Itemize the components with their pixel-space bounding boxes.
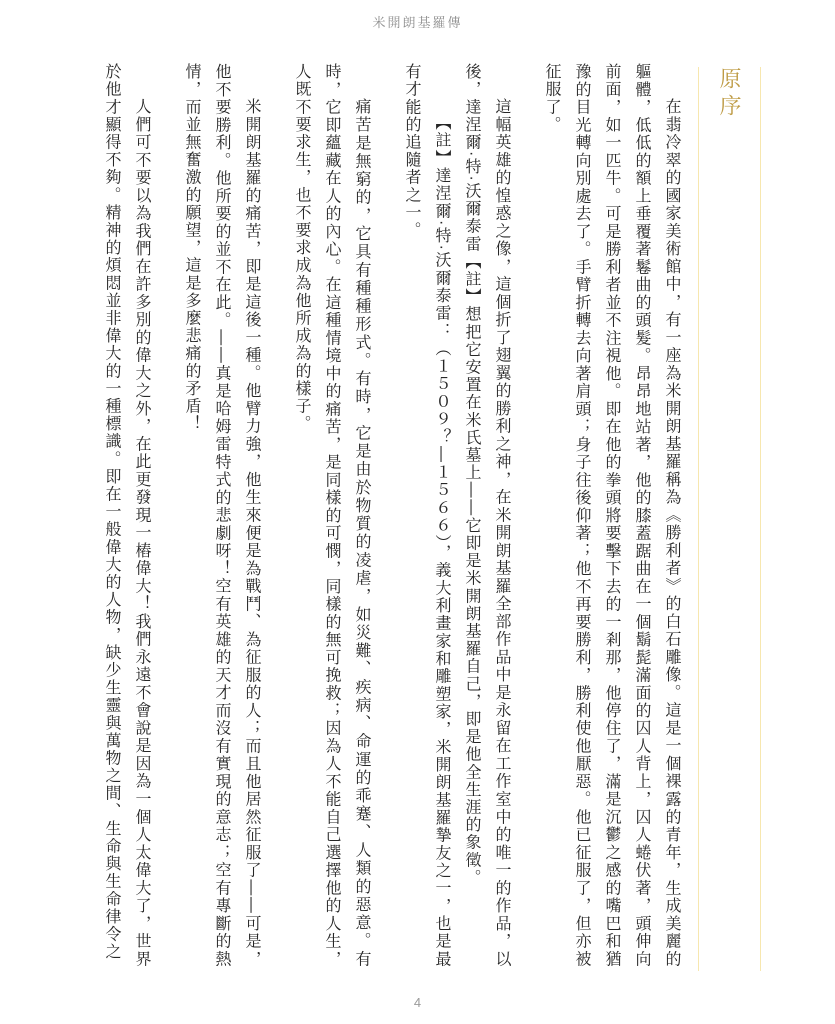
translator-note: 【註】達涅爾·特·沃爾泰雷：（１５０９？—１５６６），義大利畫家和雕塑家，米開朗基羅摯友之一，也是最有才能的追隨者之一。	[403, 63, 450, 968]
preface-body	[96, 63, 686, 968]
section-title: 原序	[717, 67, 742, 121]
paragraph: 這幅英雄的惶惑之像，這個折了翅翼的勝利之神，在米開朗基羅全部作品中是永留在工作室中的唯一的作品，以後，達涅爾·特·沃爾泰雷【註】想把它安置在米氏墓上——它即是米開朗基羅自己，即是他全生涯的象徵。	[463, 63, 510, 968]
paragraph: 米開朗基羅的痛苦，即是這後一種。他臂力強，他生來便是為戰鬥、為征服的人；而且他居然征服了——可是，他不要勝利。他所要的並不在此。——真是哈姆雷特式的悲劇呀！空有英雄的天才而沒有實現的意志；空有專斷的熱情，而並無奮激的願望，這是多麼悲痛的矛盾！	[183, 63, 260, 968]
page-number: 4	[413, 995, 422, 1010]
paragraph: 在翡冷翠的國家美術館中，有一座為米開朗基羅稱為《勝利者》的白石雕像。這是一個裸露的青年，生成美麗的軀體，低低的額上垂覆著鬈曲的頭髮。昂昂地站著，他的膝蓋踞曲在一個鬍髭滿面的囚人背上，囚人蜷伏著，頭伸向前面，如一匹牛。可是勝利者並不注視他。即在他的拳頭將要擊下去的一剎那，他停住了，滿是沉鬱之感的嘴巴和猶豫的目光轉向別處去了。手臂折轉去向著肩頭；身子往後仰著；他不再要勝利，勝利使他厭惡。他已征服了，但亦被征服了。	[543, 63, 680, 968]
paragraph: 人們可不要以為我們在許多別的偉大之外，在此更發現一樁偉大！我們永遠不會說是因為一個人太偉大了，世界於他才顯得不夠。精神的煩悶並非偉大的一種標識。即在一般偉大的人物，缺少生靈與萬物之間、生命與生命律令之	[103, 63, 150, 968]
paragraph: 痛苦是無窮的，它具有種種形式。有時，它是由於物質的凌虐，如災難、疾病、命運的乖蹇、人類的惡意。有時，它即蘊藏在人的內心。在這種情境中的痛苦，是同樣的可憫，同樣的無可挽救；因為人不能自己選擇他的人生，人既不要求生，也不要求成為他所成為的樣子。	[293, 63, 370, 968]
section-heading-block	[698, 67, 761, 971]
running-head-book-title: 米開朗基羅傳	[372, 15, 463, 30]
